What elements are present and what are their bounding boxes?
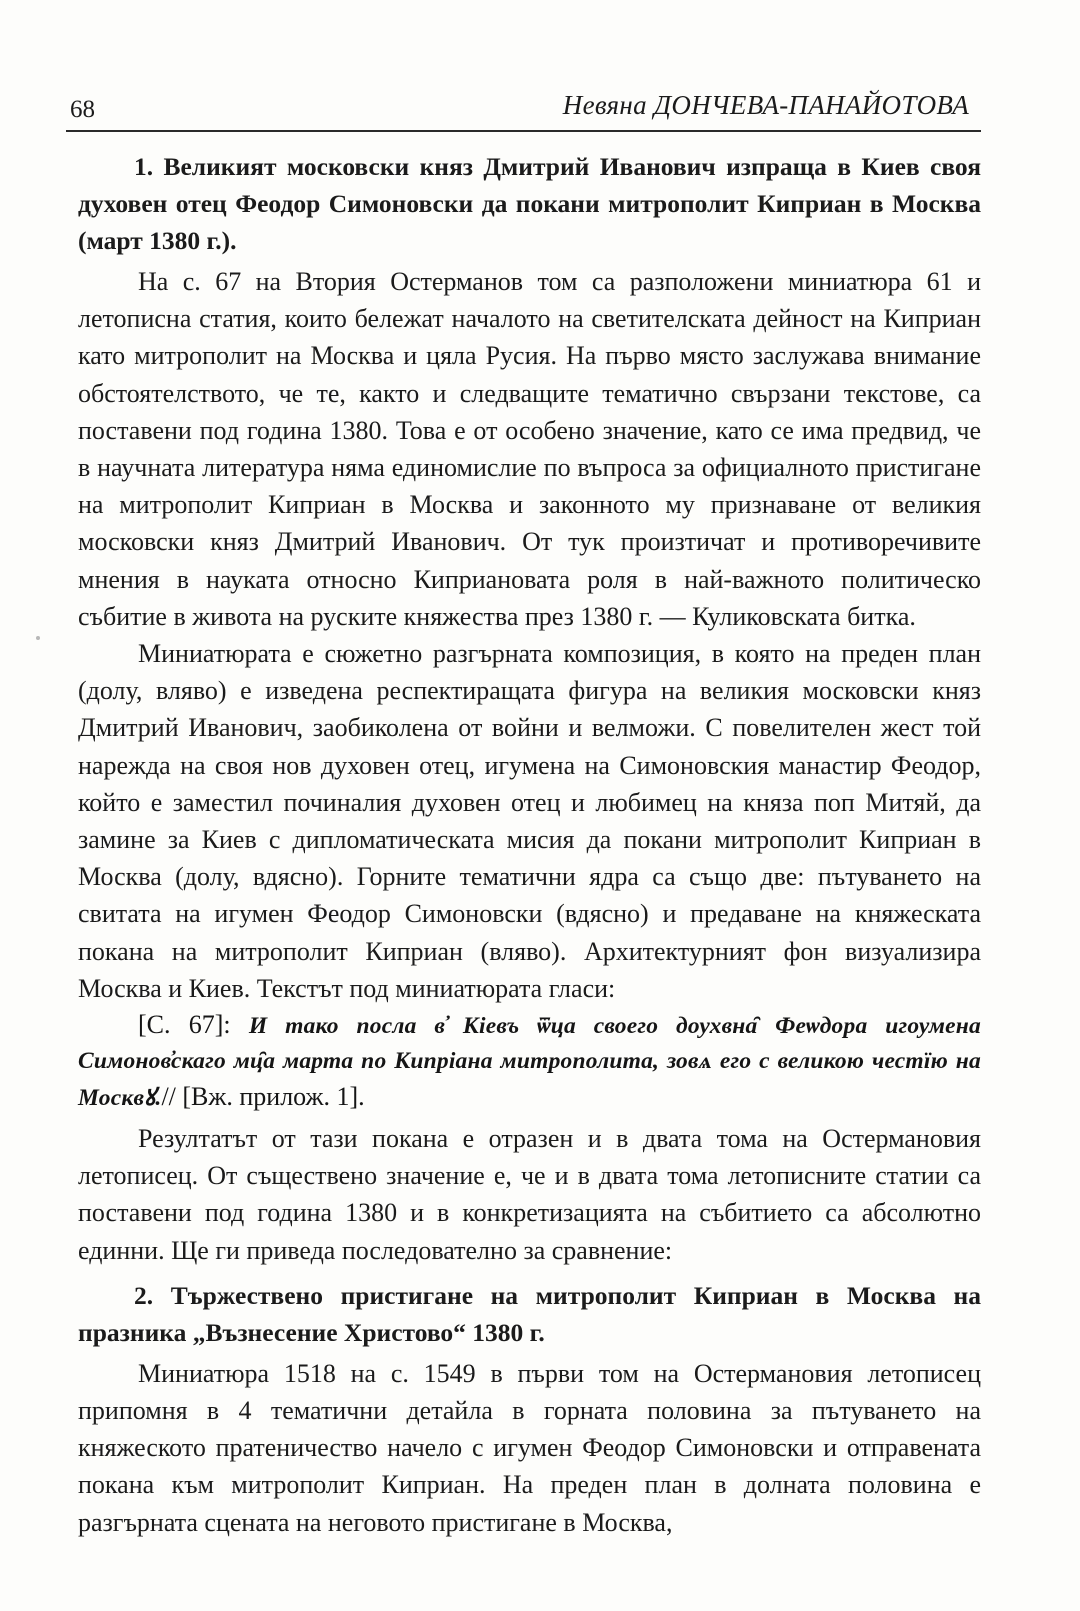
- margin-speck: [36, 636, 40, 640]
- quote-reference-close: // [Вж. прилож. 1].: [161, 1082, 365, 1112]
- chronicle-quote: [78, 1007, 981, 1116]
- section-1-paragraph-1: На с. 67 на Втория Остерманов том са разположени миниатюра 61 и летописна статия, които бележат началото на светителската дейност на Киприан като митрополит на Москва и цяла Русия. На първо място заслужава внимание обстоятелството, че те, както и следващите тематично свързани текстове, са поставени под година 1380. Това е от особено значение, като се има предвид, че в научната литература няма единомислие по въпроса за официалното пристигане на митрополит Киприан в Москва и законното му признаване от великия московски княз Дмитрий Иванович. От тук произтичат и противоречивите мнения в науката относно Киприановата роля в най-важното политическо събитие в живота на руските княжества през 1380 г. — Куликовската битка.: [78, 267, 981, 631]
- quote-reference-open: [С. 67]:: [138, 1010, 249, 1040]
- section-2-heading: 2. Тържествено пристигане на митрополит Киприан в Москва на празника „Възнесение Христово“ 1380 г.: [78, 1280, 981, 1347]
- section-1-paragraph-3: Резултатът от тази покана е отразен и в двата тома на Остермановия летописец. От съществено значение е, че и в двата тома летописните статии са поставени под година 1380 и в конкретизацията на събитието са абсолютно единни. Ще ги приведа последователно за сравнение:: [78, 1124, 981, 1265]
- running-head-author: Невяна ДОНЧЕВА-ПАНАЙОТОВА: [562, 90, 969, 120]
- section-2-paragraph-1: Миниатюра 1518 на с. 1549 в първи том на Остермановия летописец припомня в 4 тематични детайла в горната половина за пътуването на княжеското пратеничество начело с игумен Феодор Симоновски и отправената покана към митрополит Киприан. На преден план в долната половина е разгърната сцената на неговото пристигане в Москва,: [78, 1358, 981, 1537]
- quote-slavonic-text: И тако посла в̓ Кіевъ ѿца своего доухвна̑ Феѡдора игоумена Симонов̓скаго мц̑а марта по Кипріана митрополита, зовѧ его с великою честїю на Москвꙋ.: [78, 1013, 982, 1112]
- page-body: [78, 148, 981, 1541]
- section-1-heading: 1. Великият московски княз Дмитрий Иванович изпраща в Киев своя духовен отец Феодор Симоновски да покани митрополит Киприан в Москва (март 1380 г.).: [78, 152, 981, 255]
- page-header: [66, 86, 981, 132]
- section-1-paragraph-2: Миниатюрата е сюжетно разгърната композиция, в която на преден план (долу, вляво) е изведена респектиращата фигура на великия московски княз Дмитрий Иванович, заобиколена от войни и велможи. С повелителен жест той нарежда на своя нов духовен отец, игумена на Симоновския манастир Феодор, който е заместил починалия духовен отец и любимец на княза поп Митяй, да замине за Киев с дипломатическата мисия да покани митрополит Киприан в Москва (долу, вдясно). Горните тематични ядра са също две: пътуването на свитата на игумен Феодор Симоновски (вдясно) и предаване на княжеската покана на митрополит Киприан (вляво). Архитектурният фон визуализира Москва и Киев. Текстът под миниатюрата гласи:: [78, 639, 981, 1003]
- page-number: 68: [70, 96, 95, 123]
